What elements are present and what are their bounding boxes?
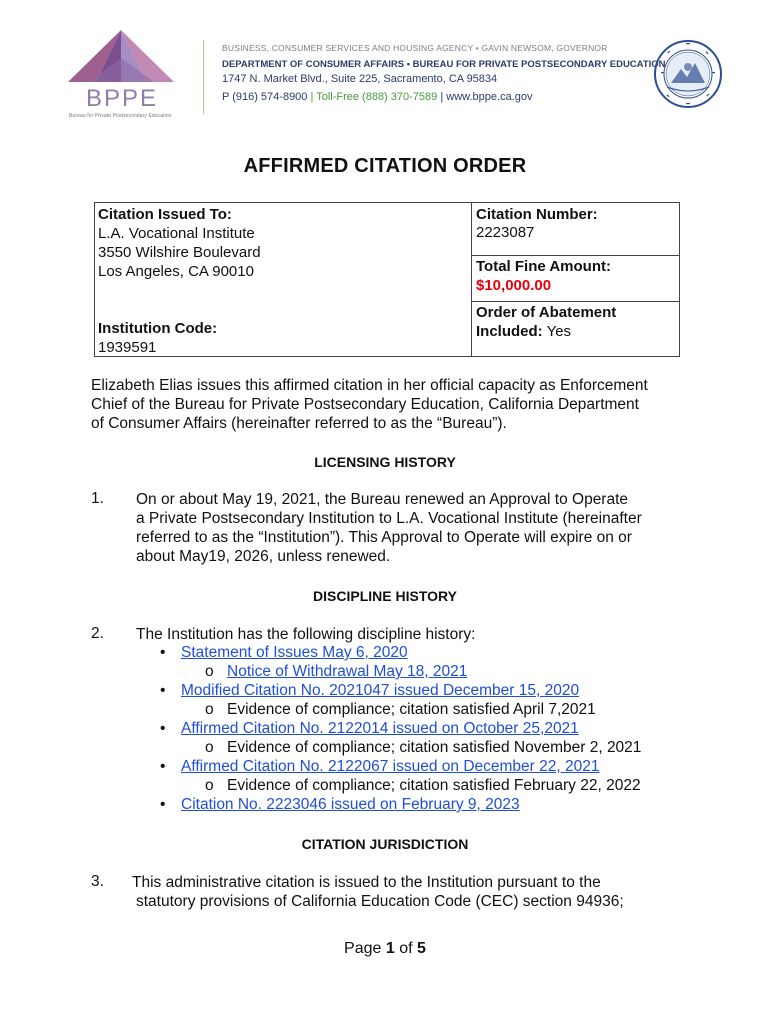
page-total: 5 xyxy=(417,940,426,957)
paragraph-number: 1. xyxy=(91,490,104,507)
header-divider xyxy=(203,40,204,114)
discipline-history-heading: DISCIPLINE HISTORY xyxy=(313,588,457,604)
licensing-line: about May19, 2026, unless renewed. xyxy=(136,548,391,565)
citation-2122014-link[interactable]: Affirmed Citation No. 2122014 issued on October 25,2021 xyxy=(181,720,579,737)
notice-of-withdrawal-link[interactable]: Notice of Withdrawal May 18, 2021 xyxy=(227,663,468,680)
table-divider xyxy=(472,255,679,256)
intro-line: Elizabeth Elias issues this affirmed citation in her official capacity as Enforcement xyxy=(91,377,648,394)
institution-address-2: Los Angeles, CA 90010 xyxy=(98,263,254,280)
citation-2122067-link[interactable]: Affirmed Citation No. 2122067 issued on December 22, 2021 xyxy=(181,758,600,775)
compliance-note: Evidence of compliance; citation satisfied February 22, 2022 xyxy=(227,777,641,794)
page-footer xyxy=(0,940,770,958)
website-link[interactable]: www.bppe.ca.gov xyxy=(446,91,533,103)
dca-seal-icon xyxy=(653,39,723,109)
citation-number-label: Citation Number: xyxy=(476,206,598,223)
licensing-line: On or about May 19, 2021, the Bureau renewed an Approval to Operate xyxy=(136,491,629,508)
page-word: Page xyxy=(344,940,382,957)
abatement-value: Yes xyxy=(546,323,572,340)
institution-name: L.A. Vocational Institute xyxy=(98,225,255,242)
intro-line: of Consumer Affairs (hereinafter referred to as the “Bureau”). xyxy=(91,415,507,432)
abatement-row xyxy=(476,322,571,341)
bppe-logo xyxy=(66,30,176,125)
table-divider xyxy=(471,203,472,356)
intro-line: Chief of the Bureau for Private Postsecondary Education, California Department xyxy=(91,396,639,413)
licensing-line: referred to as the “Institution”). This Approval to Operate will expire on or xyxy=(136,529,632,546)
citation-jurisdiction-heading: CITATION JURISDICTION xyxy=(301,836,469,852)
separator: | xyxy=(440,91,444,103)
of-word: of xyxy=(399,940,413,957)
citation-2021047-link[interactable]: Modified Citation No. 2021047 issued December 15, 2020 xyxy=(181,682,580,699)
sub-bullet-icon: o xyxy=(205,739,214,756)
bullet-icon: • xyxy=(160,682,166,699)
licensing-line: a Private Postsecondary Institution to L.A. Vocational Institute (hereinafter xyxy=(136,510,642,527)
sub-bullet-icon: o xyxy=(205,663,214,680)
statement-of-issues-link[interactable]: Statement of Issues May 6, 2020 xyxy=(181,644,408,661)
institution-code-label: Institution Code: xyxy=(98,320,218,337)
department-line: DEPARTMENT OF CONSUMER AFFAIRS • BUREAU FOR PRIVATE POSTSECONDARY EDUCATION xyxy=(222,59,666,70)
sub-bullet-icon: o xyxy=(205,701,214,718)
paragraph-number: 2. xyxy=(91,625,104,642)
bullet-icon: • xyxy=(160,796,166,813)
citation-number: 2223087 xyxy=(476,224,535,241)
sub-bullet-icon: o xyxy=(205,777,214,794)
citation-2223046-link[interactable]: Citation No. 2223046 issued on February 9, 2023 xyxy=(181,796,520,813)
separator: | xyxy=(310,91,314,103)
jurisdiction-line: statutory provisions of California Education Code (CEC) section 94936; xyxy=(136,893,624,910)
table-divider xyxy=(472,301,679,302)
compliance-note: Evidence of compliance; citation satisfied April 7,2021 xyxy=(227,701,596,718)
institution-code: 1939591 xyxy=(98,339,157,356)
discipline-intro: The Institution has the following discipline history: xyxy=(136,626,476,643)
agency-line: BUSINESS, CONSUMER SERVICES AND HOUSING AGENCY • GAVIN NEWSOM, GOVERNOR xyxy=(222,43,608,53)
logo-subtitle: Bureau for Private Postsecondary Education xyxy=(69,113,172,119)
bullet-icon: • xyxy=(160,644,166,661)
paragraph-number: 3. xyxy=(91,873,104,890)
document-title: AFFIRMED CITATION ORDER xyxy=(243,155,527,177)
jurisdiction-line: This administrative citation is issued to the Institution pursuant to the xyxy=(132,874,601,891)
institution-address-1: 3550 Wilshire Boulevard xyxy=(98,244,261,261)
contact-line xyxy=(222,91,532,103)
phone-number: P (916) 574-8900 xyxy=(222,91,308,103)
bullet-icon: • xyxy=(160,720,166,737)
citation-info-table xyxy=(94,202,680,357)
page-current: 1 xyxy=(385,940,395,957)
fine-label: Total Fine Amount: xyxy=(476,258,611,275)
licensing-history-heading: LICENSING HISTORY xyxy=(314,454,456,470)
abatement-included-label: Included: xyxy=(476,323,543,340)
bullet-icon: • xyxy=(160,758,166,775)
address-line: 1747 N. Market Blvd., Suite 225, Sacramento, CA 95834 xyxy=(222,73,498,85)
compliance-note: Evidence of compliance; citation satisfied November 2, 2021 xyxy=(227,739,642,756)
abatement-label: Order of Abatement xyxy=(476,304,617,321)
tollfree-number: Toll-Free (888) 370-7589 xyxy=(316,91,438,103)
issued-to-label: Citation Issued To: xyxy=(98,206,232,223)
fine-amount: $10,000.00 xyxy=(476,277,552,294)
bppe-logo-mark-icon xyxy=(68,30,174,86)
logo-wordmark: BPPE xyxy=(85,85,159,112)
